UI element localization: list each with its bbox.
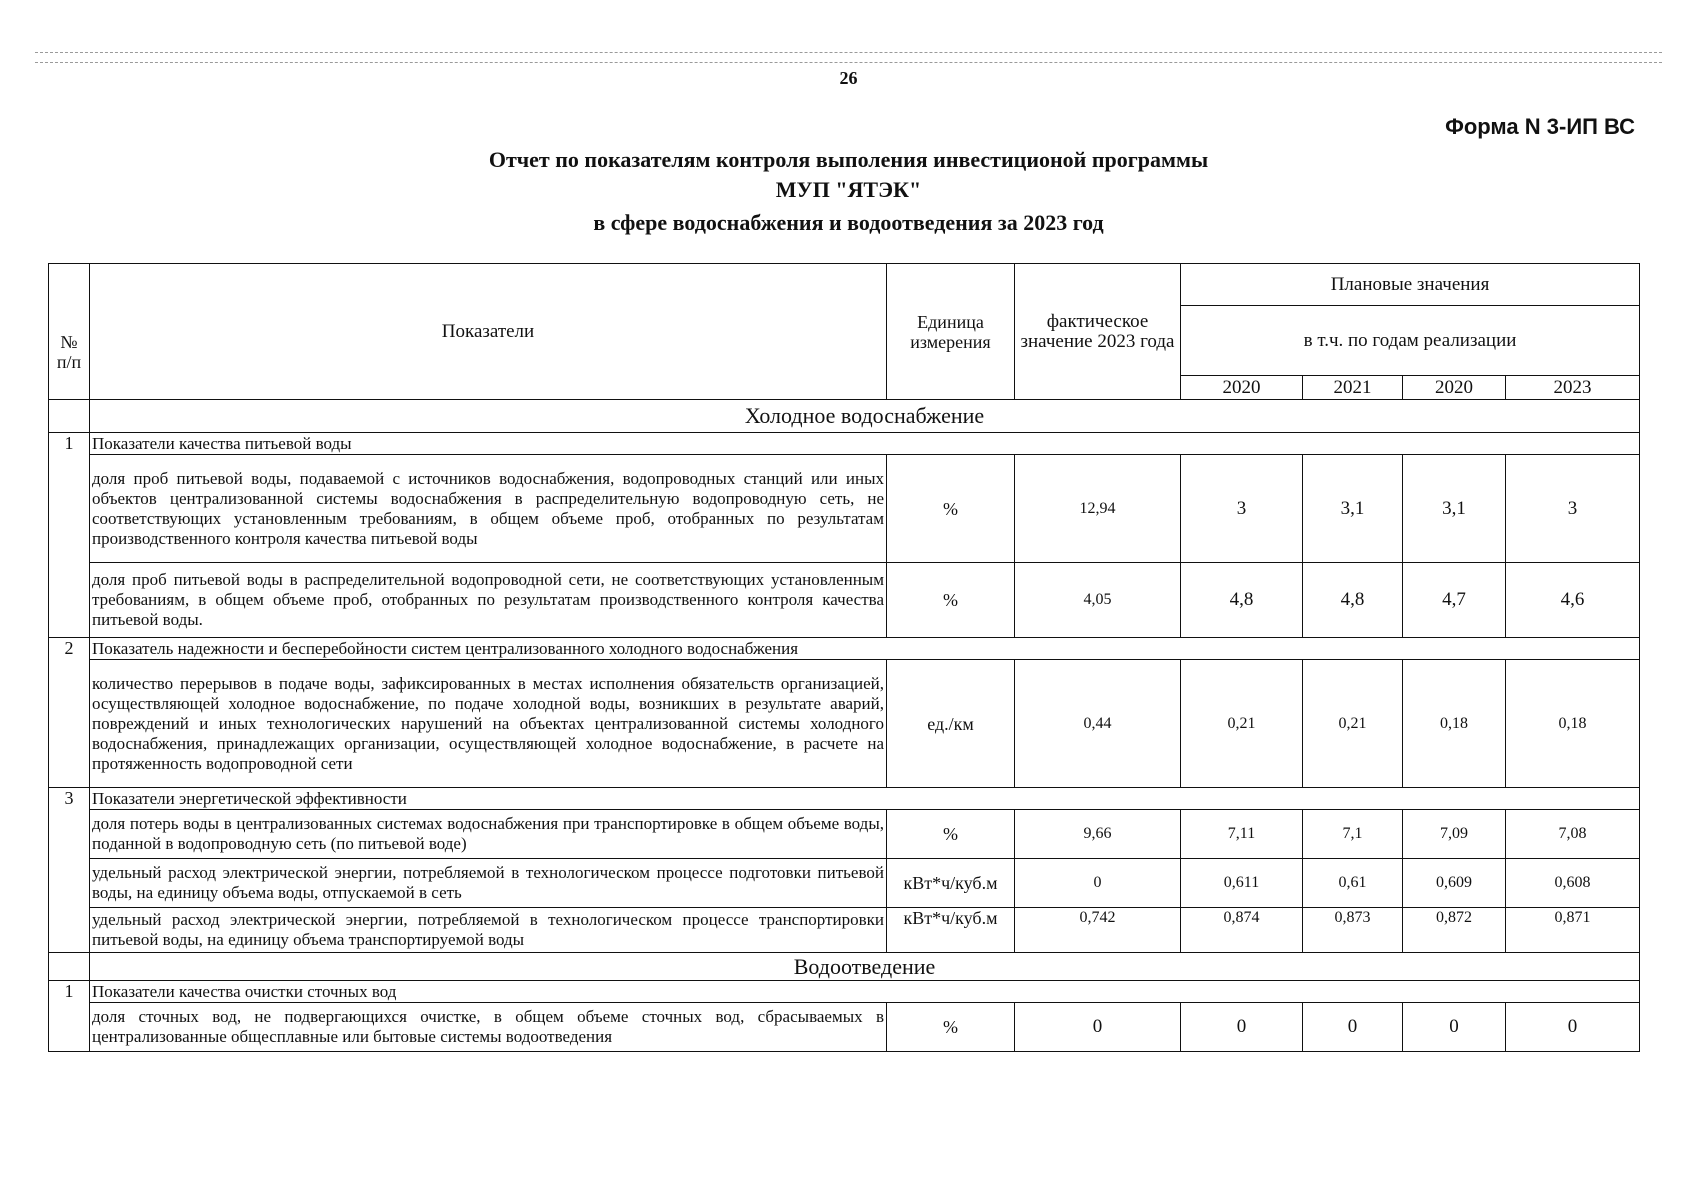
plan-value: 0,611 <box>1181 859 1303 908</box>
indicator-unit: % <box>887 563 1015 638</box>
indicator-description: удельный расход электрической энергии, потребляемой в технологическом процессе транспортировки питьевой воды, на единицу объема транспортируемой воды <box>90 908 887 953</box>
indicator-actual: 4,05 <box>1015 563 1181 638</box>
indicator-actual: 0,742 <box>1015 908 1181 953</box>
indicator-actual: 0 <box>1015 1003 1181 1052</box>
form-code: Форма N 3-ИП ВС <box>1445 114 1635 139</box>
section-title: Водоотведение <box>90 953 1640 981</box>
plan-value: 0 <box>1403 1003 1506 1052</box>
section-title: Холодное водоснабжение <box>90 400 1640 433</box>
plan-value: 7,11 <box>1181 810 1303 859</box>
plan-value: 0,18 <box>1506 660 1640 788</box>
page-number: 26 <box>839 68 858 88</box>
indicator-description: количество перерывов в подаче воды, зафиксированных в местах исполнения обязательств организацией, осуществляющей холодное водоснабжение, по подаче холодной воды, возникших в результате аварий, повреждений и иных технологических нарушений на объектах централизованной системы холодного водоснабжения, принадлежащих организации, осуществляющей холодное водоснабжение, в расчете на протяженность водопроводной сети <box>90 660 887 788</box>
plan-value: 7,1 <box>1303 810 1403 859</box>
indicator-unit: ед./км <box>887 660 1015 788</box>
header-actual: фактическое значение 2023 года <box>1015 264 1181 400</box>
indicator-description: удельный расход электрической энергии, потребляемой в технологическом процессе подготовки питьевой воды, на единицу объема воды, отпускаемой в сеть <box>90 859 887 908</box>
scan-artifact-line <box>35 52 1662 53</box>
header-number: № п/п <box>49 264 90 400</box>
indicator-description: доля проб питьевой воды в распределительной водопроводной сети, не соответствующих установленным требованиям, в общем объеме проб, отобранных по результатам производственного контроля качества питьевой воды. <box>90 563 887 638</box>
plan-value: 0,874 <box>1181 908 1303 953</box>
indicator-unit: % <box>887 810 1015 859</box>
indicator-unit: кВт*ч/куб.м <box>887 908 1015 953</box>
scan-artifact-line <box>35 62 1662 63</box>
plan-value: 0 <box>1303 1003 1403 1052</box>
plan-value: 0,21 <box>1303 660 1403 788</box>
section-spacer <box>49 953 90 981</box>
group-index: 3 <box>49 788 90 953</box>
plan-value: 4,6 <box>1506 563 1640 638</box>
header-planned: Плановые значения <box>1181 264 1640 306</box>
indicator-actual: 0,44 <box>1015 660 1181 788</box>
header-year: 2021 <box>1303 376 1403 400</box>
plan-value: 0,872 <box>1403 908 1506 953</box>
group-index: 1 <box>49 981 90 1052</box>
plan-value: 7,09 <box>1403 810 1506 859</box>
indicator-unit: кВт*ч/куб.м <box>887 859 1015 908</box>
plan-value: 3 <box>1181 455 1303 563</box>
plan-value: 0,871 <box>1506 908 1640 953</box>
indicators-table <box>48 263 1640 1052</box>
plan-value: 0,608 <box>1506 859 1640 908</box>
plan-value: 0,18 <box>1403 660 1506 788</box>
plan-value: 3,1 <box>1303 455 1403 563</box>
plan-value: 4,7 <box>1403 563 1506 638</box>
header-by-year: в т.ч. по годам реализации <box>1181 306 1640 376</box>
group-title: Показатель надежности и бесперебойности систем централизованного холодного водоснабжения <box>90 638 1640 660</box>
plan-value: 4,8 <box>1181 563 1303 638</box>
indicator-description: доля потерь воды в централизованных системах водоснабжения при транспортировке в общем объеме воды, поданной в водопроводную сеть (по питьевой воде) <box>90 810 887 859</box>
group-title: Показатели энергетической эффективности <box>90 788 1640 810</box>
plan-value: 0 <box>1506 1003 1640 1052</box>
plan-value: 3,1 <box>1403 455 1506 563</box>
report-subtitle: в сфере водоснабжения и водоотведения за 2023 год <box>593 210 1104 235</box>
plan-value: 0,609 <box>1403 859 1506 908</box>
report-organization: МУП "ЯТЭК" <box>775 177 922 202</box>
plan-value: 4,8 <box>1303 563 1403 638</box>
indicator-description: доля проб питьевой воды, подаваемой с источников водоснабжения, водопроводных станций или иных объектов централизованной системы водоснабжения в распределительную водопроводную сеть, не соответствующих установленным требованиям, в общем объеме проб, отобранных по результатам производственного контроля качества питьевой воды <box>90 455 887 563</box>
header-year: 2020 <box>1181 376 1303 400</box>
group-title: Показатели качества очистки сточных вод <box>90 981 1640 1003</box>
indicator-unit: % <box>887 1003 1015 1052</box>
plan-value: 0,873 <box>1303 908 1403 953</box>
section-spacer <box>49 400 90 433</box>
group-index: 1 <box>49 433 90 638</box>
plan-value: 0,21 <box>1181 660 1303 788</box>
plan-value: 7,08 <box>1506 810 1640 859</box>
indicator-actual: 9,66 <box>1015 810 1181 859</box>
group-index: 2 <box>49 638 90 788</box>
header-unit: Единица измерения <box>887 264 1015 400</box>
header-year: 2023 <box>1506 376 1640 400</box>
indicator-unit: % <box>887 455 1015 563</box>
plan-value: 0 <box>1181 1003 1303 1052</box>
plan-value: 3 <box>1506 455 1640 563</box>
report-title: Отчет по показателям контроля выполения инвестиционой программы <box>488 147 1209 172</box>
indicator-actual: 12,94 <box>1015 455 1181 563</box>
indicator-description: доля сточных вод, не подвергающихся очистке, в общем объеме сточных вод, сбрасываемых в централизованные общесплавные или бытовые системы водоотведения <box>90 1003 887 1052</box>
header-indicator: Показатели <box>90 264 887 400</box>
header-year: 2020 <box>1403 376 1506 400</box>
indicator-actual: 0 <box>1015 859 1181 908</box>
group-title: Показатели качества питьевой воды <box>90 433 1640 455</box>
plan-value: 0,61 <box>1303 859 1403 908</box>
